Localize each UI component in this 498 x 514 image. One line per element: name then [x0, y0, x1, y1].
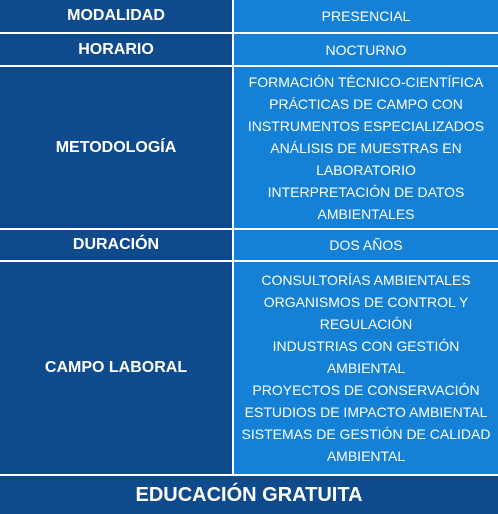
row-modalidad [0, 0, 498, 32]
label-modalidad: MODALIDAD [0, 0, 232, 32]
value-item: INSTRUMENTOS ESPECIALIZADOS [247, 117, 485, 134]
value-item: AMBIENTALES [317, 205, 415, 222]
value-duracion [234, 230, 498, 260]
row-metodologia [0, 67, 498, 228]
value-campo-laboral [234, 262, 498, 474]
value-modalidad [234, 0, 498, 32]
value-item: FORMACIÓN TÉCNICO-CIENTÍFICA [248, 73, 484, 90]
value-item: INTERPRETACIÓN DE DATOS [267, 183, 465, 200]
value-item: LABORATORIO [316, 161, 416, 178]
value-item: NOCTURNO [325, 41, 407, 58]
value-item: SISTEMAS DE GESTIÓN DE CALIDAD [241, 426, 491, 442]
value-horario [234, 34, 498, 65]
label-campo-laboral: CAMPO LABORAL [0, 262, 232, 474]
row-duracion [0, 230, 498, 260]
value-item: PRÁCTICAS DE CAMPO CON [269, 95, 463, 112]
value-item: PROYECTOS DE CONSERVACIÓN [252, 382, 480, 398]
value-item: ANÁLISIS DE MUESTRAS EN [270, 139, 462, 156]
value-item: INDUSTRIAS CON GESTIÓN [272, 338, 460, 354]
value-item: AMBIENTAL [326, 448, 406, 464]
value-item: ESTUDIOS DE IMPACTO AMBIENTAL [244, 404, 488, 420]
row-horario [0, 34, 498, 65]
value-item: PRESENCIAL [321, 8, 411, 24]
value-item: ORGANISMOS DE CONTROL Y [263, 294, 469, 310]
value-metodologia [234, 67, 498, 228]
row-campo-laboral [0, 262, 498, 474]
label-metodologia: METODOLOGÍA [0, 67, 232, 228]
value-item: AMBIENTAL [326, 360, 406, 376]
label-horario: HORARIO [0, 34, 232, 65]
value-item: DOS AÑOS [329, 237, 403, 253]
value-item: REGULACIÓN [319, 316, 413, 332]
footer-banner: EDUCACIÓN GRATUITA [0, 476, 498, 514]
label-duracion: DURACIÓN [0, 230, 232, 260]
value-item: CONSULTORÍAS AMBIENTALES [261, 272, 471, 288]
